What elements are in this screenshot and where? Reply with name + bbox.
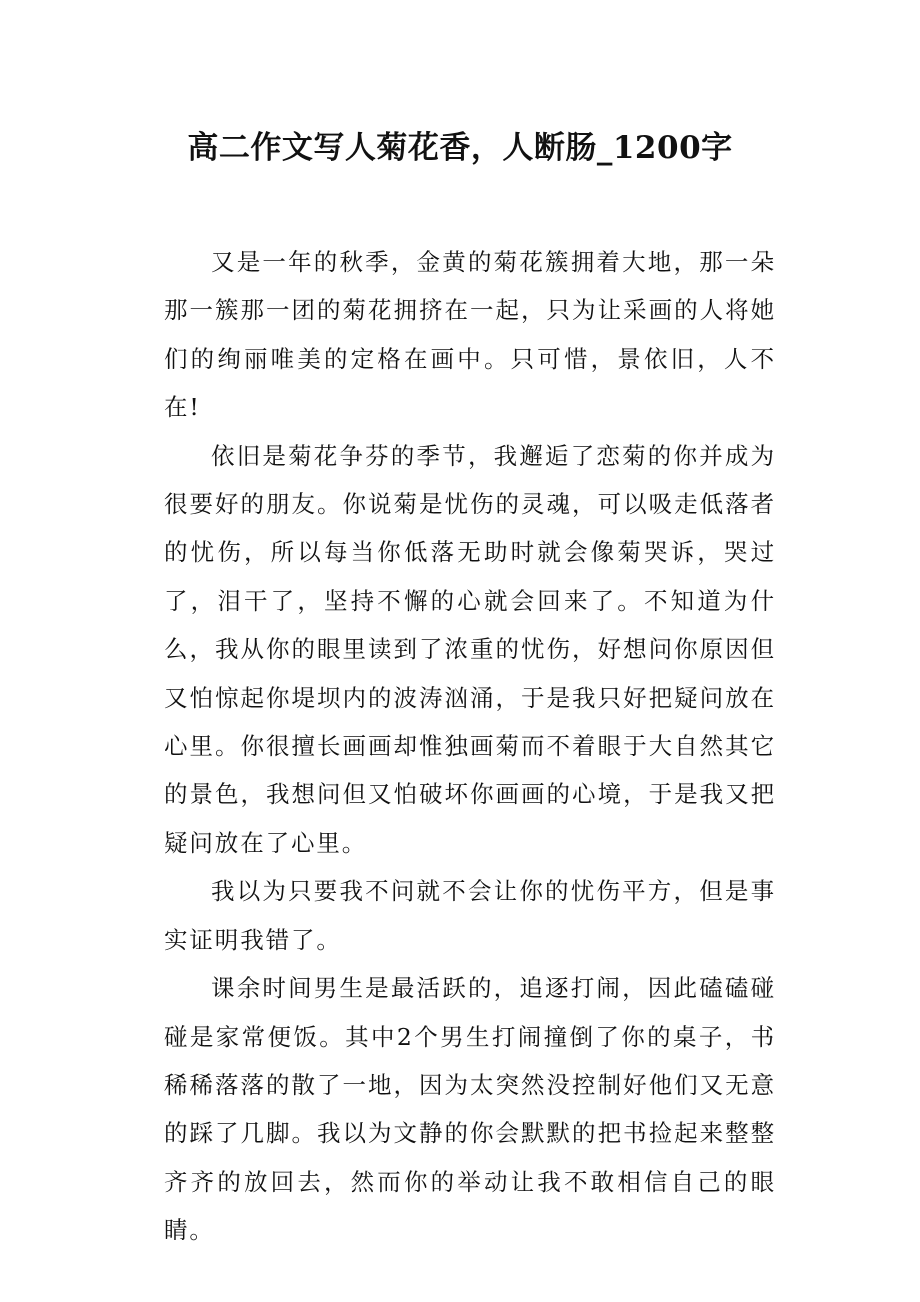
paragraph: 又是一年的秋季，金黄的菊花簇拥着大地，那一朵那一簇那一团的菊花拥挤在一起，只为让采画的人将她们的绚丽唯美的定格在画中。只可惜，景依旧，人不在!	[164, 248, 776, 422]
paragraph: 依旧是菊花争芬的季节，我邂逅了恋菊的你并成为很要好的朋友。你说菊是忧伤的灵魂，可以吸走低落者的忧伤，所以每当你低落无助时就会像菊哭诉，哭过了，泪干了，坚持不懈的心就会回来了。不知道为什么，我从你的眼里读到了浓重的忧伤，好想问你原因但又怕惊起你堤坝内的波涛汹涌，于是我只好把疑问放在心里。你很擅长画画却惟独画菊而不着眼于大自然其它的景色，我想问但又怕破坏你画画的心境，于是我又把疑问放在了心里。	[164, 441, 776, 857]
document-body	[164, 238, 776, 1255]
paragraph: 课余时间男生是最活跃的，追逐打闹，因此磕磕碰碰是家常便饭。其中2个男生打闹撞倒了你的桌子，书稀稀落落的散了一地，因为太突然没控制好他们又无意的踩了几脚。我以为文静的你会默默的把书捡起来整整齐齐的放回去，然而你的举动让我不敢相信自己的眼睛。	[164, 974, 776, 1245]
paragraph: 我以为只要我不问就不会让你的忧伤平方，但是事实证明我错了。	[164, 877, 776, 954]
document-title: 高二作文写人菊花香，人断肠_1200字	[187, 130, 733, 166]
